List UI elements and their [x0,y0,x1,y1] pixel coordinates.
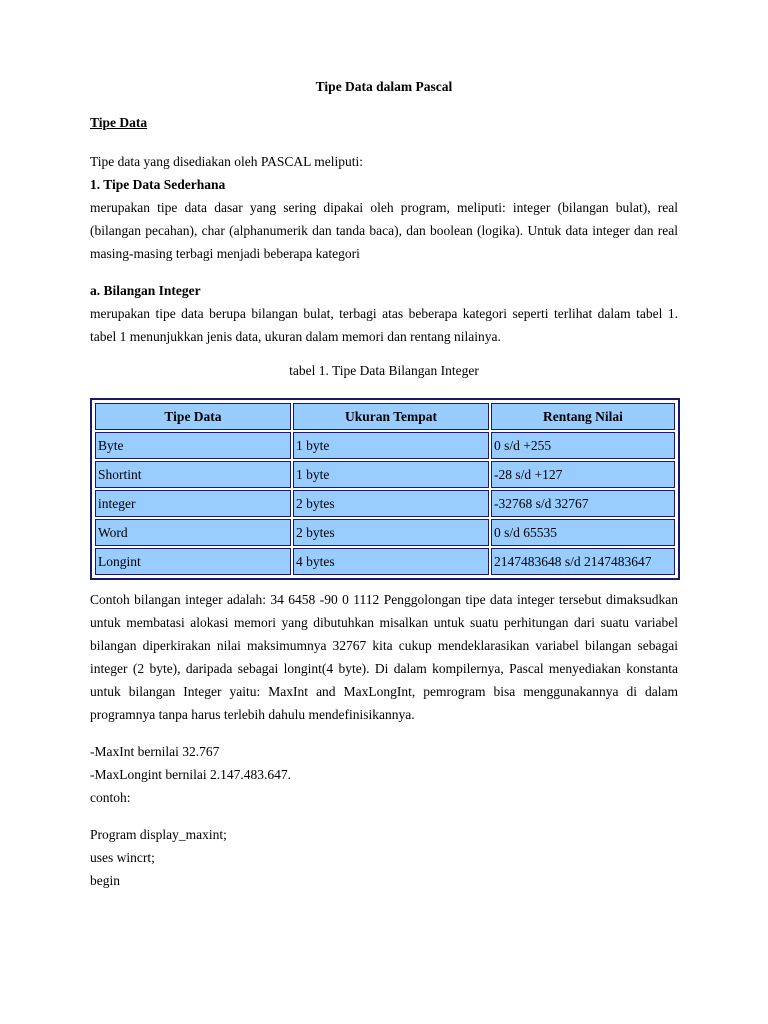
table-row [95,548,675,575]
code-line: uses wincrt; [90,850,155,865]
table-row [95,461,675,488]
intro-text: Tipe data yang disediakan oleh PASCAL meliputi: [90,154,363,169]
table-cell: 0 s/d +255 [491,432,675,459]
table-cell: 1 byte [293,461,489,488]
integer-example-paragraph: Contoh bilangan integer adalah: 34 6458 -90 0 1112 Penggolongan tipe data integer tersebut dimaksudkan untuk membatasi alokasi memori yang dibutuhkan misalkan untuk suatu perhitungan dari suatu variabel bilangan diperkirakan nilai maksimumnya 32767 kita cukup mendeklarasikan variabel bilangan sebagai integer (2 byte), daripada sebagai longint(4 byte). Di dalam kompilernya, Pascal menyediakan konstanta untuk bilangan Integer yaitu: MaxInt and MaxLongInt, pemrogram bisa menggunakannya di dalam programnya tanpa harus terlebih dahulu mendefinisikannya. [90,592,678,722]
table-cell: Shortint [95,461,291,488]
header-ukuran-tempat: Ukuran Tempat [293,403,489,430]
example-label: contoh: [90,790,131,805]
table-cell: 2 bytes [293,490,489,517]
table-cell: 4 bytes [293,548,489,575]
table-cell: integer [95,490,291,517]
code-line: begin [90,873,120,888]
table-cell: 2147483648 s/d 2147483647 [491,548,675,575]
constant-maxlongint: -MaxLongint bernilai 2.147.483.647. [90,767,291,782]
page-title: Tipe Data dalam Pascal [315,79,453,94]
integer-paragraph: merupakan tipe data berupa bilangan bulat, terbagi atas beberapa kategori seperti terlihat dalam tabel 1. tabel 1 menunjukkan jenis data, ukuran dalam memori dan rentang nilainya. [90,306,678,344]
table-cell: Word [95,519,291,546]
table-cell: Byte [95,432,291,459]
table-cell: -32768 s/d 32767 [491,490,675,517]
table-caption: tabel 1. Tipe Data Bilangan Integer [289,363,479,378]
simple-types-paragraph: merupakan tipe data dasar yang sering dipakai oleh program, meliputi: integer (bilangan bulat), real (bilangan pecahan), char (alphanumerik dan tanda baca), dan boolean (logika). Untuk data integer dan real masing-masing terbagi menjadi beberapa kategori [90,200,678,261]
header-rentang-nilai: Rentang Nilai [491,403,675,430]
table-cell: -28 s/d +127 [491,461,675,488]
subheading-integer: a. Bilangan Integer [90,283,201,298]
constant-maxint: -MaxInt bernilai 32.767 [90,744,220,759]
integer-types-table [93,401,677,577]
table-header-row [95,403,675,430]
section-heading: Tipe Data [90,115,148,130]
integer-table-frame [90,398,680,580]
table-cell: Longint [95,548,291,575]
table-row [95,432,675,459]
code-line: Program display_maxint; [90,827,227,842]
header-tipe-data: Tipe Data [95,403,291,430]
subheading-simple-types: 1. Tipe Data Sederhana [90,177,226,192]
table-row [95,519,675,546]
table-cell: 2 bytes [293,519,489,546]
document-content [90,78,678,892]
table-cell: 0 s/d 65535 [491,519,675,546]
table-cell: 1 byte [293,432,489,459]
table-row [95,490,675,517]
